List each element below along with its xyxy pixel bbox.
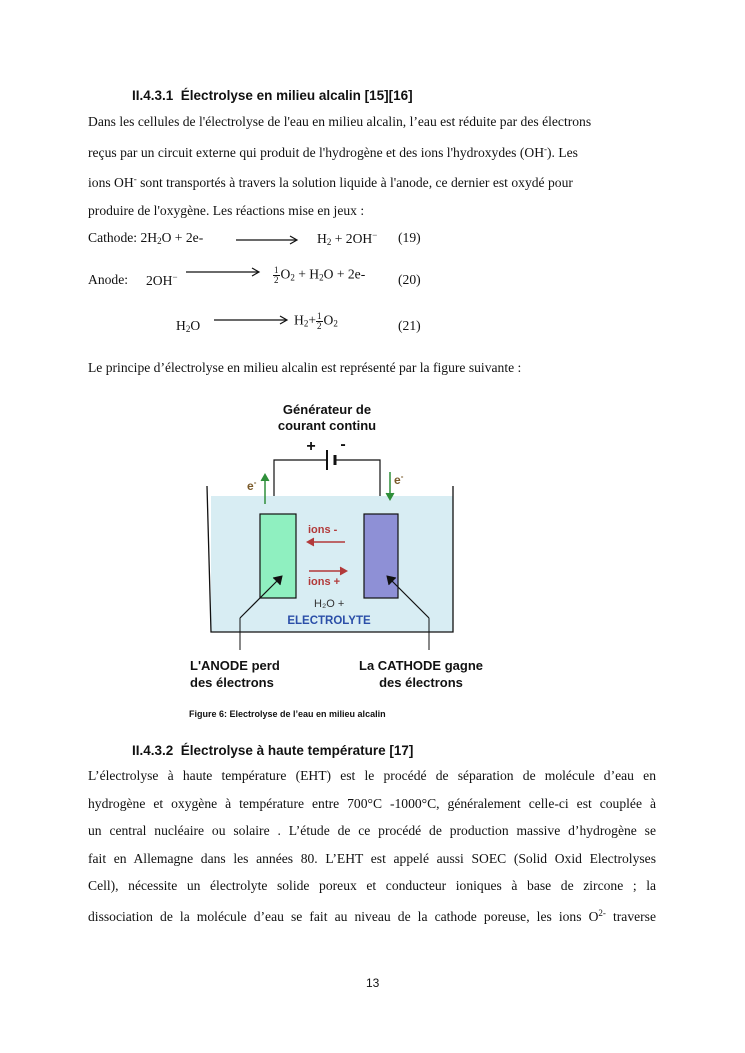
reaction-arrow-21 <box>214 314 292 326</box>
equation-21-reactant: $H_2O$ <box>176 318 201 334</box>
section-title-1: Électrolyse en milieu alcalin [15][16] <box>180 88 413 103</box>
paragraph-2: Le principe d’électrolyse en milieu alcalin est représenté par la figure suivante : <box>88 360 522 375</box>
figure-caption: Figure 6: Electrolyse de l’eau en milieu alcalin <box>189 709 386 719</box>
section-title-2: Électrolyse à haute température [17] <box>180 743 414 758</box>
cathode-electrode <box>364 514 398 598</box>
electron-label-right: e- <box>394 472 404 487</box>
para3-line2: hydrogène et oxygène à température entre 700°C -1000°C, généralement celle-ci est couplée à <box>88 795 656 811</box>
page-number: 13 <box>366 976 380 990</box>
para3-line1: L’électrolyse à haute température (EHT) est le procédé de séparation de molécule d’eau en <box>88 768 656 783</box>
para1-line2: reçus par un circuit externe qui produit de l'hydrogène et des ions l'hydroxydes (OH-). Les <box>88 143 578 160</box>
cathode-label-line1: La CATHODE gagne <box>359 658 483 673</box>
reaction-arrow-19 <box>236 234 302 246</box>
equation-19-number: (19) <box>398 230 421 245</box>
equation-21-product: $H_2+$ $\frac{1}{2}$ $O_2$ <box>294 311 338 331</box>
electron-arrow-up-head <box>261 474 269 481</box>
fraction-half-20: $\frac{1}{2}$ <box>274 265 279 285</box>
para3-line4: fait en Allemagne dans les années 80. L’EHT est appelé aussi SOEC (Solid Oxid Electrolyses <box>88 850 656 866</box>
para1-line4: produire de l'oxygène. Les réactions mise en jeux : <box>88 202 365 218</box>
electrolyte-solution <box>211 496 453 632</box>
para3-line3: un central nucléaire ou solaire . L’étude de ce procédé de production massive d’hydrogène se <box>88 823 656 838</box>
equation-20-label: Anode: <box>88 272 129 287</box>
electron-label-left: e- <box>247 478 257 493</box>
equation-19-reactant: Cathode: $2H_2O + 2e-$ <box>88 230 204 246</box>
equation-20-number: (20) <box>398 272 421 287</box>
paragraph-3 <box>88 762 656 930</box>
fraction-half-21: $\frac{1}{2}$ <box>317 311 322 331</box>
water-label: H₂O + <box>314 598 345 610</box>
section-number-1: II.4.3.1 <box>132 88 174 103</box>
electrolysis-diagram <box>185 392 505 702</box>
cathode-label-line2: des électrons <box>379 675 463 690</box>
generator-label-line1: Générateur de <box>282 402 372 417</box>
paragraph-1 <box>88 108 656 224</box>
equation-19-product: $H_2 + 2OH^-$ <box>317 230 378 247</box>
reaction-arrow-20 <box>186 266 264 278</box>
para3-line5: Cell), nécessite un électrolyte solide poreux et conducteur ioniques à base de zircone ; la <box>88 878 656 893</box>
anode-label-line1: L'ANODE perd <box>190 658 280 673</box>
section-number-2: II.4.3.2 <box>132 743 174 758</box>
para1-line1: Dans les cellules de l'électrolyse de l'eau en milieu alcalin, l’eau est réduite par des électrons <box>88 114 592 129</box>
ions-minus-label: ions - <box>308 524 338 536</box>
generator-plus: + <box>306 438 316 455</box>
para3-line6: dissociation de la molécule d’eau se fait au niveau de la cathode poreuse, les ions $O^{2-}$ traverse <box>88 907 657 924</box>
generator-minus: - <box>340 436 346 453</box>
generator-label-line2: courant continu <box>277 418 377 433</box>
section-heading-2 <box>132 743 413 758</box>
section-heading-1 <box>132 88 413 103</box>
equation-20-product: $\frac{1}{2}$ $O_2 + H_2O + 2e-$ <box>274 265 366 285</box>
para1-line3: ions OH- sont transportés à travers la solution liquide à l'anode, ce dernier est oxydé pour <box>88 174 573 190</box>
anode-electrode <box>260 514 296 598</box>
equation-21-number: (21) <box>398 318 421 333</box>
anode-label-line2: des électrons <box>190 675 274 690</box>
electrolyte-label: ELECTROLYTE <box>287 615 371 627</box>
ions-plus-label: ions + <box>308 576 341 588</box>
equation-20-reactant: 2OH− <box>146 272 178 288</box>
